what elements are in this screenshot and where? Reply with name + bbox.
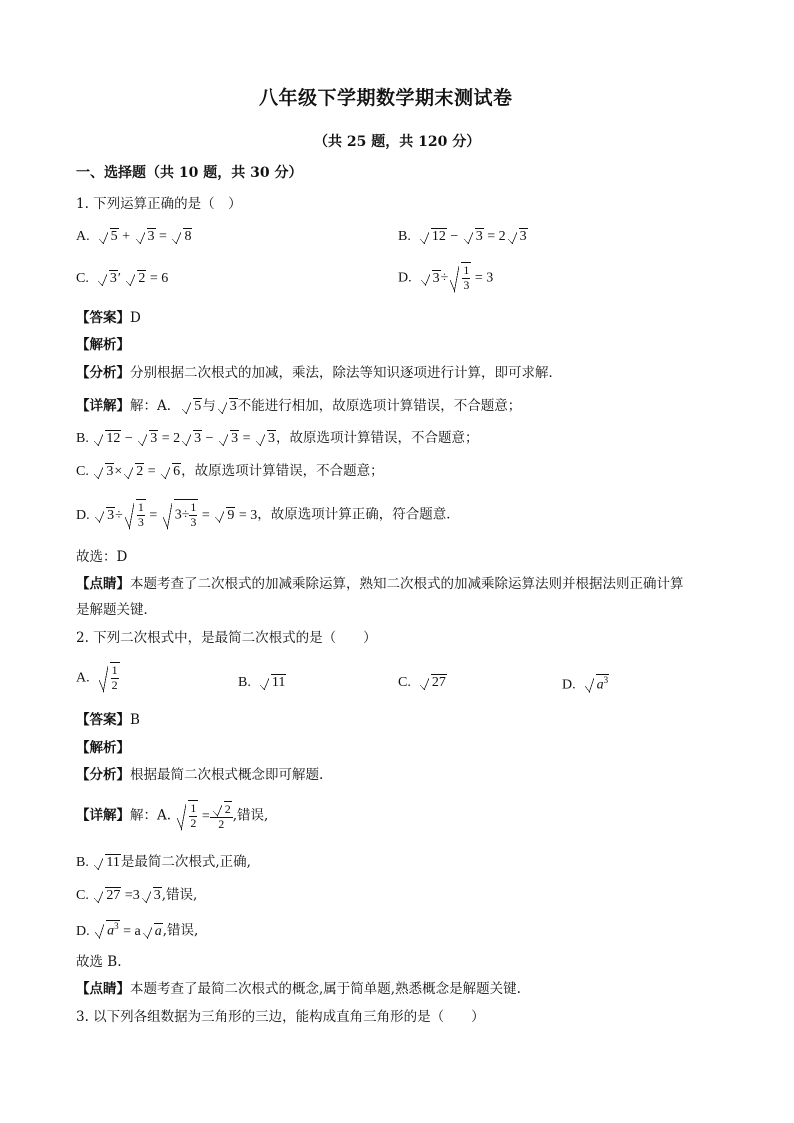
q2-choose: 故选 B. <box>76 954 122 970</box>
q1-stem: 1. 下列运算正确的是（ ） <box>76 196 242 212</box>
q1-detail-b: B. 12 − 3 = 2 3 − 3 = 3，故原选项计算错误，不合题意； <box>76 430 479 446</box>
section-heading: 一、选择题（共 10 题，共 30 分） <box>76 165 303 181</box>
q1-option-a: A. 5 + 3 = 8 <box>76 229 192 244</box>
q2-answer: 【答案】B <box>76 712 140 728</box>
page-subtitle: （共 25 题，共 120 分） <box>314 134 481 150</box>
q1-comment-1: 【点睛】本题考查了二次根式的加减乘除运算，熟知二次根式的加减乘除运算法则并根据法则正确计算 <box>76 576 684 592</box>
q2-detail-a: 【详解】解：A. $\frac{1}{2}$ = $\frac{2}{2}$ ,错误, <box>76 801 269 831</box>
q2-option-a: A. $\frac{1}{2}$ <box>76 663 118 692</box>
q2-option-b: B. 11 <box>238 675 286 690</box>
q3-stem: 3. 以下列各组数据为三角形的三边，能构成直角三角形的是（ ） <box>76 1009 485 1025</box>
q1-option-b: B. 12 − 3 = 2 3 <box>398 229 527 244</box>
q2-comment: 【点睛】本题考查了最简二次根式的概念,属于简单题,熟悉概念是解题关键. <box>76 981 521 997</box>
q2-analysis-tag: 【解析】 <box>76 740 130 756</box>
q1-detail-a: 【详解】解：A． 5与 3不能进行相加，故原选项计算错误，不合题意； <box>76 398 522 414</box>
q1-choose: 故选：D <box>76 549 128 565</box>
q1-option-d: D. 3÷ $\frac{1}{3}$ = 3 <box>398 263 494 292</box>
q2-option-c: C. 27 <box>398 675 446 690</box>
q1-option-c: C. 3′ 2 = 6 <box>76 271 169 286</box>
q1-answer: 【答案】D <box>76 310 141 326</box>
q2-detail-c: C. 27 =3 3,错误, <box>76 887 198 903</box>
q1-fenxi: 【分析】分别根据二次根式的加减，乘法，除法等知识逐项进行计算，即可求解． <box>76 365 562 381</box>
page-title: 八年级下学期数学期末测试卷 <box>259 87 513 109</box>
q2-detail-d: D. $a^3 = a$ a,错误, <box>76 921 199 939</box>
q2-fenxi: 【分析】根据最简二次根式概念即可解题. <box>76 767 324 783</box>
q2-option-d: D. $a^3$ <box>562 675 609 693</box>
q2-detail-b: B. 11是最简二次根式,正确, <box>76 854 251 870</box>
q1-analysis-tag: 【解析】 <box>76 337 130 353</box>
q1-detail-c: C. 3× 2 = 6，故原选项计算错误，不合题意； <box>76 463 384 479</box>
q1-detail-d: D. 3÷ $\frac{1}{3}$ = 3÷ $\frac{1}{3}$ = 9 = 3，故原选项计算正确，符合题意． <box>76 500 460 529</box>
q1-comment-2: 是解题关键． <box>76 602 157 618</box>
q2-stem: 2. 下列二次根式中，是最简二次根式的是（ ） <box>76 630 377 646</box>
